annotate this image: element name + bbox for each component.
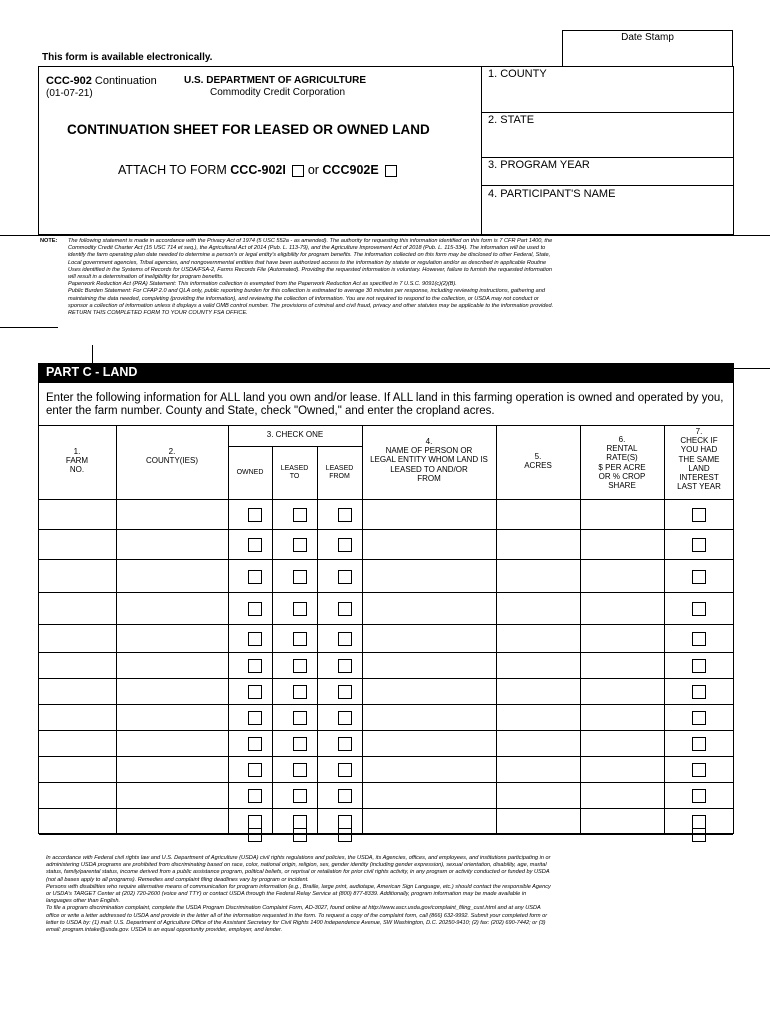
- col-label: 1.: [73, 447, 81, 456]
- owned-checkbox[interactable]: [248, 789, 262, 803]
- civil-line: administering USDA programs are prohibited from discriminating based on race, color, national origin, religion, sex, gender identity (including gender expression), sexual orientation, disability, age, marital: [46, 862, 547, 869]
- note-line: Public Burden Statement: For CFAP 2.0 and QLA only, public reporting burden for this collection is estimated to average 30 minutes per response, including reviewing instructions, gathering and: [68, 288, 545, 295]
- leased-to-checkbox[interactable]: [293, 789, 307, 803]
- sub-agency: Commodity Credit Corporation: [210, 87, 346, 98]
- attach-form-ccc902i: CCC-902I: [230, 163, 286, 177]
- same-land-checkbox[interactable]: [692, 815, 706, 829]
- civil-line: or USDA's TARGET Center at (202) 720-2600 (voice and TTY) or contact USDA through the Federal Relay Service at (800) 877-8339. Additionally, program information may be made available in: [46, 891, 527, 898]
- date-stamp-box: [562, 30, 733, 67]
- instructions: [46, 392, 723, 417]
- col-label: NO.: [69, 465, 85, 475]
- col-label: TO: [289, 473, 300, 480]
- note-line: maintaining the data needed, completing (providing the information), and reviewing the collection of information. You are not required to respond to the collection, or USDA may not conduct or: [68, 295, 539, 302]
- note-line: Uses identified in the Systems of Records for USDA/FSA-2, Farms Records File (Automated). Providing the requested information is voluntary. However, failure to furnish the requested information: [68, 266, 552, 273]
- col-label: 6.: [618, 435, 626, 444]
- civil-line: languages other than English.: [46, 898, 121, 905]
- form-id-number: CCC-902: [46, 75, 92, 87]
- owned-checkbox[interactable]: [248, 711, 262, 725]
- leased-to-checkbox[interactable]: [293, 632, 307, 646]
- col-check-one: 3. CHECK ONE: [266, 430, 324, 439]
- program-year-field[interactable]: 3. PROGRAM YEAR: [488, 159, 590, 171]
- table-row: [39, 559, 733, 593]
- col-name: [362, 437, 496, 483]
- owned-checkbox[interactable]: [248, 602, 262, 616]
- instruction-line: Enter the following information for ALL land you own and/or lease. If ALL land in this farming operation is owned and operated by you,: [46, 392, 724, 404]
- part-c-title: PART C - LAND: [46, 365, 138, 379]
- leased-from-checkbox[interactable]: [338, 685, 352, 699]
- ccc902i-checkbox[interactable]: [292, 165, 304, 177]
- leased-from-checkbox[interactable]: [338, 815, 352, 829]
- col-label: FROM: [329, 473, 350, 480]
- same-land-checkbox[interactable]: [692, 508, 706, 522]
- leased-to-checkbox[interactable]: [293, 659, 307, 673]
- leased-to-checkbox[interactable]: [293, 602, 307, 616]
- table-row: [39, 652, 733, 679]
- col-label: LEASED: [325, 465, 354, 472]
- col-label: 4.: [425, 437, 433, 446]
- civil-line: To file a program discrimination complaint, complete the USDA Program Discrimination Complaint Form, AD-3027, found online at http://www.ascr.usda.gov/complaint_filing_cust.html and at any USDA: [46, 905, 541, 912]
- col-label: SHARE: [608, 481, 636, 491]
- attach-prefix: ATTACH TO FORM: [118, 163, 231, 177]
- table-row: [39, 808, 733, 835]
- owned-checkbox[interactable]: [248, 570, 262, 584]
- leased-to-checkbox[interactable]: [293, 508, 307, 522]
- note-line: Commodity Credit Charter Act (15 USC 714 et seq.), the Agricultural Act of 2014 (Pub. L. 113-79), and the Agriculture Improvement Act of 2018 (Pub. L. 115-334). The information will be used to: [68, 245, 546, 252]
- leased-to-checkbox[interactable]: [293, 815, 307, 829]
- table-row: [39, 730, 733, 757]
- same-land-checkbox[interactable]: [692, 711, 706, 725]
- available-electronically: This form is available electronically.: [42, 52, 213, 63]
- leased-to-checkbox[interactable]: [293, 570, 307, 584]
- note-label: NOTE:: [40, 238, 58, 244]
- col-rental: [580, 435, 664, 497]
- col-leased-from: [317, 465, 362, 481]
- leased-from-checkbox[interactable]: [338, 632, 352, 646]
- owned-checkbox[interactable]: [248, 508, 262, 522]
- leased-from-checkbox[interactable]: [338, 659, 352, 673]
- owned-checkbox[interactable]: [248, 763, 262, 777]
- col-label: OR % CROP: [598, 471, 646, 481]
- col-label: LAST YEAR: [677, 482, 721, 492]
- civil-line: email: program.intake@usda.gov. USDA is an equal opportunity provider, employer, and lender.: [46, 927, 283, 934]
- form-id: [46, 75, 157, 87]
- same-land-checkbox[interactable]: [692, 685, 706, 699]
- attach-or: or: [304, 163, 323, 177]
- leased-from-checkbox[interactable]: [338, 763, 352, 777]
- state-field[interactable]: 2. STATE: [488, 114, 535, 126]
- owned-checkbox[interactable]: [248, 538, 262, 552]
- leased-to-checkbox[interactable]: [293, 711, 307, 725]
- leased-to-checkbox[interactable]: [293, 685, 307, 699]
- col-acres: [496, 452, 580, 470]
- table-row: [39, 704, 733, 731]
- note-line: Paperwork Reduction Act (PRA) Statement: This information collection is exempted from the Paperwork Reduction Act as specified in 7 U.S.C. 9091(c)(2)(B).: [68, 281, 457, 288]
- leased-to-checkbox[interactable]: [293, 737, 307, 751]
- col-county: [116, 447, 228, 465]
- civil-line: letter to USDA by: (1) mail: U.S. Department of Agriculture Office of the Assistant Secretary for Civil Rights 1400 Independence Avenue, SW Washington, D.C. 20250-9410; (2) fax: (202) 690-7442; or (3): [46, 919, 546, 926]
- table-row: [39, 592, 733, 625]
- same-land-checkbox[interactable]: [692, 570, 706, 584]
- owned-checkbox[interactable]: [248, 828, 262, 842]
- same-land-checkbox[interactable]: [692, 828, 706, 842]
- col-label: LEGAL ENTITY WHOM LAND IS: [370, 455, 488, 465]
- civil-line: office or write a letter addressed to USDA and provide in the letter all of the information requested in the form. To request a copy of the complaint form, call (866) 632-9992. Submit your completed form or: [46, 912, 548, 919]
- form-date: (01-07-21): [46, 88, 93, 99]
- header-right-box: [481, 66, 734, 235]
- table-row: [39, 529, 733, 560]
- col-label: YOU HAD: [680, 445, 718, 455]
- col-label: $ PER ACRE: [598, 462, 646, 472]
- col-label: THE SAME: [678, 454, 720, 464]
- date-stamp-label: Date Stamp: [621, 32, 674, 43]
- same-land-checkbox[interactable]: [692, 789, 706, 803]
- same-land-checkbox[interactable]: [692, 632, 706, 646]
- col-label: 2.: [168, 447, 176, 456]
- note-line: will result in a determination of ineligibility for program benefits.: [68, 274, 224, 281]
- col-label: 5.: [534, 452, 542, 461]
- civil-line: Persons with disabilities who require alternative means of communication for program information (e.g., Braille, large print, audiotape, American Sign Language, etc.) should contact the responsible Agency: [46, 883, 551, 890]
- col-label: COUNTY(IES): [146, 456, 198, 466]
- table-row: [39, 500, 733, 529]
- table-row: [39, 834, 733, 835]
- table-row: [39, 782, 733, 809]
- leased-from-checkbox[interactable]: [338, 538, 352, 552]
- col-label: 7.: [695, 427, 703, 436]
- leased-from-checkbox[interactable]: [338, 508, 352, 522]
- note-line: Local government agencies, Tribal agencies, and nongovernmental entities that have been authorized access to the information by statute or regulation and/or as described in applicable Routine: [68, 259, 547, 266]
- civil-line: status, family/parental status, income derived from a public assistance program, political beliefs, or reprisal or retaliation for prior civil rights activity, in any program or activity conducted or funded by USDA: [46, 869, 550, 876]
- same-land-checkbox[interactable]: [692, 602, 706, 616]
- leased-from-checkbox[interactable]: [338, 789, 352, 803]
- county-field[interactable]: 1. COUNTY: [488, 68, 547, 80]
- civil-line: In accordance with Federal civil rights law and U.S. Department of Agriculture (USDA) civil rights regulations and policies, the USDA, its Agencies, offices, and employees, and institutions participating in or: [46, 855, 551, 861]
- ccc902e-checkbox[interactable]: [385, 165, 397, 177]
- civil-line: (not all bases apply to all programs). Remedies and complaint filing deadlines vary by program or incident.: [46, 876, 309, 883]
- col-label: LEASED TO AND/OR: [390, 464, 468, 474]
- same-land-checkbox[interactable]: [692, 763, 706, 777]
- attach-form-ccc902e: CCC902E: [322, 163, 379, 177]
- agency: U.S. DEPARTMENT OF AGRICULTURE: [184, 75, 367, 86]
- col-label: FROM: [417, 473, 441, 483]
- col-leased-to: [272, 465, 317, 481]
- note-line: identify the farm operating plan date needed to determine a person's or legal entity's eligibility for program benefits. The information collected on this form may be disclosed to other Federal, State,: [68, 252, 551, 259]
- col-label: FARM: [65, 456, 89, 466]
- same-land-checkbox[interactable]: [692, 659, 706, 673]
- note-line: RETURN THIS COMPLETED FORM TO YOUR COUNTY FSA OFFICE.: [68, 310, 248, 317]
- same-land-checkbox[interactable]: [692, 737, 706, 751]
- col-farm-no: [38, 447, 116, 475]
- same-land-checkbox[interactable]: [692, 538, 706, 552]
- owned-checkbox[interactable]: [248, 815, 262, 829]
- table-row: [39, 624, 733, 653]
- leased-from-checkbox[interactable]: [338, 602, 352, 616]
- leased-from-checkbox[interactable]: [338, 828, 352, 842]
- note-line: The following statement is made in accordance with the Privacy Act of 1974 (5 USC 552a - as amended). The authority for requesting this information identified on this form is 7 CFR Part 1400, the: [68, 238, 553, 244]
- leased-from-checkbox[interactable]: [338, 570, 352, 584]
- leased-from-checkbox[interactable]: [338, 737, 352, 751]
- leased-to-checkbox[interactable]: [293, 828, 307, 842]
- owned-checkbox[interactable]: [248, 659, 262, 673]
- owned-checkbox[interactable]: [248, 737, 262, 751]
- owned-checkbox[interactable]: [248, 632, 262, 646]
- leased-from-checkbox[interactable]: [338, 711, 352, 725]
- privacy-note: [68, 238, 733, 317]
- col-owned: OWNED: [236, 469, 264, 476]
- col-check-if: [664, 427, 734, 491]
- col-label: RENTAL: [606, 444, 638, 454]
- leased-to-checkbox[interactable]: [293, 763, 307, 777]
- participant-name-field[interactable]: 4. PARTICIPANT'S NAME: [488, 188, 616, 200]
- col-label: INTEREST: [679, 473, 719, 483]
- table-row: [39, 756, 733, 783]
- owned-checkbox[interactable]: [248, 685, 262, 699]
- land-rows: [38, 500, 734, 834]
- col-label: LAND: [688, 463, 710, 473]
- note-line: sponsor a collection of information unless it displays a valid OMB control number. The provisions of criminal and civil fraud, privacy and other statutes may be applicable to the information provided.: [68, 302, 554, 309]
- civil-rights-statement: [46, 855, 731, 934]
- col-label: NAME OF PERSON OR: [385, 446, 473, 456]
- part-c-banner: [38, 363, 734, 382]
- leased-to-checkbox[interactable]: [293, 538, 307, 552]
- form-id-suffix: Continuation: [91, 75, 157, 87]
- col-label: LEASED: [280, 465, 309, 472]
- table-row: [39, 678, 733, 705]
- attach-line: [118, 163, 397, 177]
- col-label: RATE(S): [606, 453, 638, 463]
- page-title: CONTINUATION SHEET FOR LEASED OR OWNED LAND: [67, 122, 430, 137]
- instruction-line: enter the farm number. County and State, check "Owned," and enter the cropland acres.: [46, 404, 495, 417]
- col-label: CHECK IF: [680, 436, 718, 446]
- col-label: ACRES: [524, 461, 552, 471]
